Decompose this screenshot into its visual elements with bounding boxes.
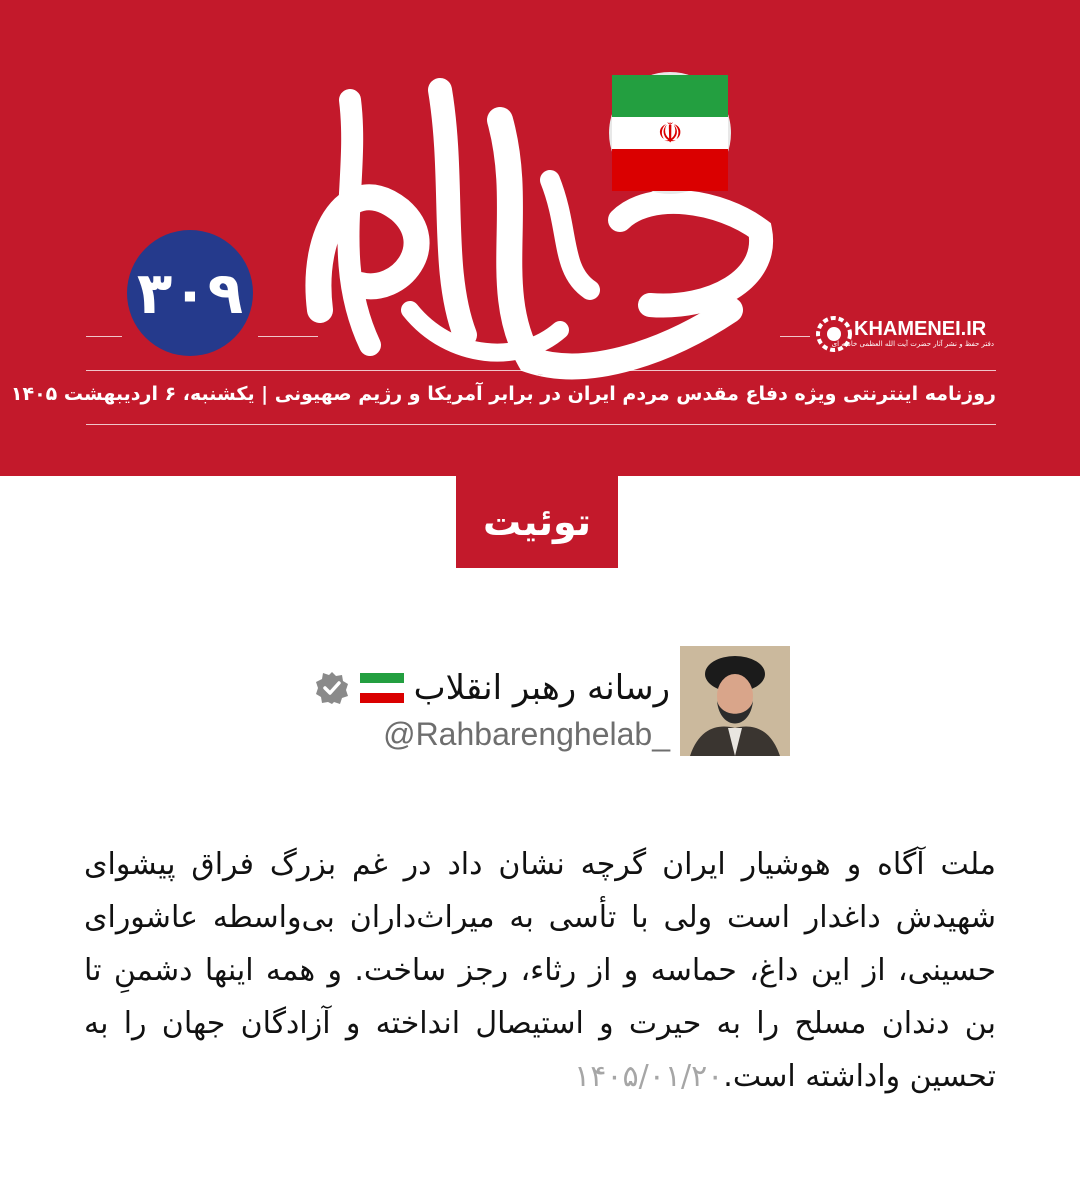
header-banner [0, 0, 1080, 476]
emblem-icon: ☫ [657, 116, 683, 150]
masthead-title: صدای ایران [537, 375, 543, 376]
divider [86, 336, 122, 337]
issue-number-badge: ۳۰۹ [127, 230, 253, 356]
display-name[interactable]: رسانه رهبر انقلاب [413, 668, 670, 708]
khamenei-logo [816, 316, 996, 352]
tweet-body [84, 838, 996, 1103]
divider [780, 336, 810, 337]
logo-subtext: دفتر حفظ و نشر آثار حضرت آیت الله العظمی خامنه ای [831, 340, 994, 348]
iran-flag-icon [360, 673, 404, 703]
tweet-text: ملت آگاه و هوشیار ایران گرچه نشان داد در غم بزرگ فراق پیشوای شهیدش داغدار است ولی با تأسی به میراث‌داران بی‌واسطه عاشورای حسینی، از این داغ، حماسه و از رثاء، رجز ساخت. و همه اینها دشمنِ تا بن دندان مسلح را به حیرت و استیصال انداخته و آزادگان جهان را به تحسین واداشته است. [84, 847, 996, 1094]
avatar-portrait-icon [680, 646, 790, 756]
logo-text: KHAMENEI.IR [854, 318, 987, 340]
author-handle[interactable]: @Rahbarenghelab_ [383, 716, 670, 752]
section-tag: توئیت [456, 476, 618, 568]
author-name-row [290, 664, 670, 712]
verified-badge-icon [314, 670, 350, 706]
divider [86, 424, 996, 425]
avatar[interactable] [680, 646, 790, 756]
divider [258, 336, 318, 337]
divider [86, 370, 996, 371]
newspaper-subtitle: روزنامه اینترنتی ویژه دفاع مقدس مردم ایران در برابر آمریکا و رژیم صهیونی | یکشنبه، ۶ اردیبهشت ۱۴۰۵ [10, 383, 996, 405]
iran-flag-icon [612, 75, 728, 191]
tweet-date: ۱۴۰۵/۰۱/۲۰ [574, 1059, 724, 1094]
